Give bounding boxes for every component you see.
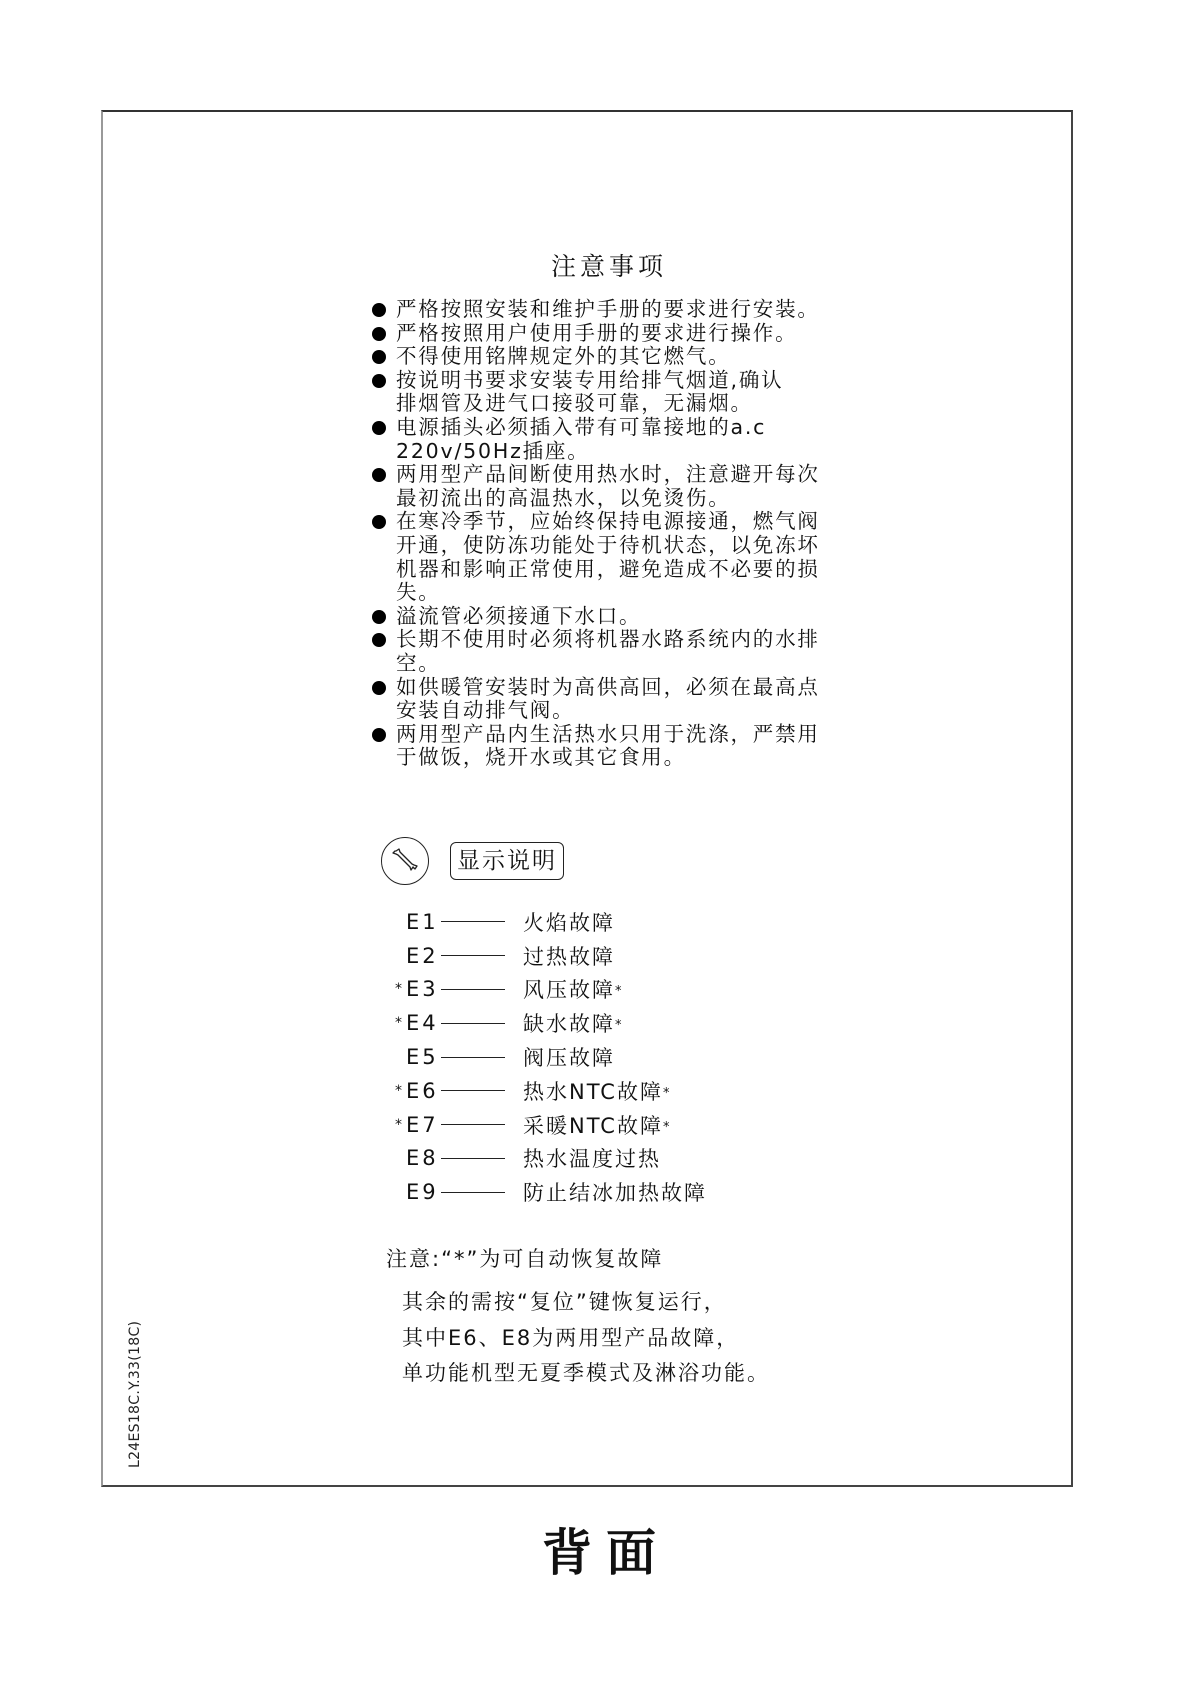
error-code: E8 xyxy=(406,1146,439,1171)
precaution-text: 失。 xyxy=(396,580,441,605)
precaution-text: 严格按照用户使用手册的要求进行操作。 xyxy=(396,320,798,345)
error-code-row xyxy=(392,1175,707,1209)
precaution-item xyxy=(372,463,832,510)
precaution-item xyxy=(372,298,832,322)
error-code-list xyxy=(392,905,707,1209)
precaution-text: 不得使用铭牌规定外的其它燃气。 xyxy=(396,344,731,369)
error-code: E4 xyxy=(406,1011,439,1036)
leader-line xyxy=(441,955,505,956)
document-code: L24ES18C.Y.33(18C) xyxy=(127,1320,143,1468)
leader-line xyxy=(441,1158,505,1159)
error-description: 阀压故障 xyxy=(523,1046,615,1071)
error-code: E9 xyxy=(406,1180,439,1205)
error-code-row xyxy=(392,973,707,1007)
error-code-row xyxy=(392,905,707,939)
precaution-text: 两用型产品内生活热水只用于洗涤，严禁用 xyxy=(396,721,820,746)
precaution-text: 安装自动排气阀。 xyxy=(396,698,575,723)
error-code-row xyxy=(392,1040,707,1074)
error-code: E2 xyxy=(406,943,439,968)
leader-line xyxy=(441,921,505,922)
precaution-text: 如供暖管安装时为高供高回，必须在最高点 xyxy=(396,674,820,699)
leader-line xyxy=(441,989,505,990)
error-code-row xyxy=(392,1074,707,1108)
error-description: 采暖NTC故障* xyxy=(523,1113,670,1138)
precaution-item xyxy=(372,605,832,629)
precaution-item xyxy=(372,628,832,675)
error-code-row xyxy=(392,1142,707,1176)
bullet-icon xyxy=(372,350,386,364)
error-description: 防止结冰加热故障 xyxy=(523,1181,707,1206)
footnote-body xyxy=(402,1285,770,1392)
error-code: E1 xyxy=(406,909,439,934)
leader-line xyxy=(441,1023,505,1024)
bullet-icon xyxy=(372,374,386,388)
bullet-icon xyxy=(372,681,386,695)
error-code-row xyxy=(392,1006,707,1040)
precaution-text: 最初流出的高温热水，以免烫伤。 xyxy=(396,485,731,510)
bullet-icon xyxy=(372,728,386,742)
precaution-text: 于做饭，烧开水或其它食用。 xyxy=(396,745,686,770)
footnote-line: 单功能机型无夏季模式及淋浴功能。 xyxy=(402,1361,770,1385)
error-description: 热水温度过热 xyxy=(523,1147,661,1172)
precaution-item xyxy=(372,322,832,346)
precaution-text: 两用型产品间断使用热水时，注意避开每次 xyxy=(396,462,820,487)
error-description: 过热故障 xyxy=(523,944,615,969)
precaution-text: 电源插头必须插入带有可靠接地的a.c xyxy=(396,414,767,439)
precaution-text: 按说明书要求安装专用给排气烟道,确认 xyxy=(396,367,784,392)
error-description: 风压故障* xyxy=(523,978,622,1003)
error-code: E3 xyxy=(406,977,439,1002)
precautions-list xyxy=(372,298,832,770)
auto-recover-marker: * xyxy=(395,981,404,998)
error-description: 火焰故障 xyxy=(523,910,615,935)
wrench-icon xyxy=(381,837,429,885)
footnote-line: 其余的需按“复位”键恢复运行， xyxy=(402,1290,727,1314)
footnote-title: 注意:“*”为可自动恢复故障 xyxy=(386,1247,664,1271)
error-code: E7 xyxy=(406,1112,439,1137)
auto-recover-marker: * xyxy=(395,1116,404,1133)
bullet-icon xyxy=(372,468,386,482)
error-description: 缺水故障* xyxy=(523,1012,622,1037)
precaution-text: 机器和影响正常使用，避免造成不必要的损 xyxy=(396,556,820,581)
page-side-label: 背面 xyxy=(542,1524,670,1582)
footnote-line: 其中E6、E8为两用型产品故障， xyxy=(402,1325,740,1350)
display-instructions-label: 显示说明 xyxy=(450,842,564,880)
error-code: E6 xyxy=(406,1078,439,1103)
bullet-icon xyxy=(372,421,386,435)
bullet-icon xyxy=(372,633,386,647)
page-title: 注意事项 xyxy=(550,252,667,281)
precaution-text: 溢流管必须接通下水口。 xyxy=(396,603,642,628)
bullet-icon xyxy=(372,327,386,341)
error-code: E5 xyxy=(406,1045,439,1070)
precaution-item xyxy=(372,416,832,463)
precaution-item xyxy=(372,723,832,770)
precaution-item xyxy=(372,345,832,369)
auto-recover-marker: * xyxy=(395,1082,404,1099)
precaution-text: 在寒冷季节，应始终保持电源接通，燃气阀 xyxy=(396,509,820,534)
display-section-header xyxy=(381,836,564,886)
precaution-item xyxy=(372,369,832,416)
bullet-icon xyxy=(372,610,386,624)
precaution-text: 220v/50Hz插座。 xyxy=(396,438,590,463)
bullet-icon xyxy=(372,515,386,529)
leader-line xyxy=(441,1057,505,1058)
precaution-text: 严格按照安装和维护手册的要求进行安装。 xyxy=(396,297,820,321)
error-code-row xyxy=(392,1108,707,1142)
leader-line xyxy=(441,1192,505,1193)
precaution-text: 空。 xyxy=(396,650,441,675)
bullet-icon xyxy=(372,303,386,317)
error-code-row xyxy=(392,939,707,973)
leader-line xyxy=(441,1090,505,1091)
precaution-text: 开通，使防冻功能处于待机状态，以免冻坏 xyxy=(396,532,820,557)
error-description: 热水NTC故障* xyxy=(523,1079,670,1104)
auto-recover-marker: * xyxy=(395,1015,404,1032)
precaution-item xyxy=(372,676,832,723)
precaution-item xyxy=(372,510,832,604)
leader-line xyxy=(441,1124,505,1125)
precaution-text: 排烟管及进气口接驳可靠，无漏烟。 xyxy=(396,391,753,416)
precaution-text: 长期不使用时必须将机器水路系统内的水排 xyxy=(396,627,820,652)
